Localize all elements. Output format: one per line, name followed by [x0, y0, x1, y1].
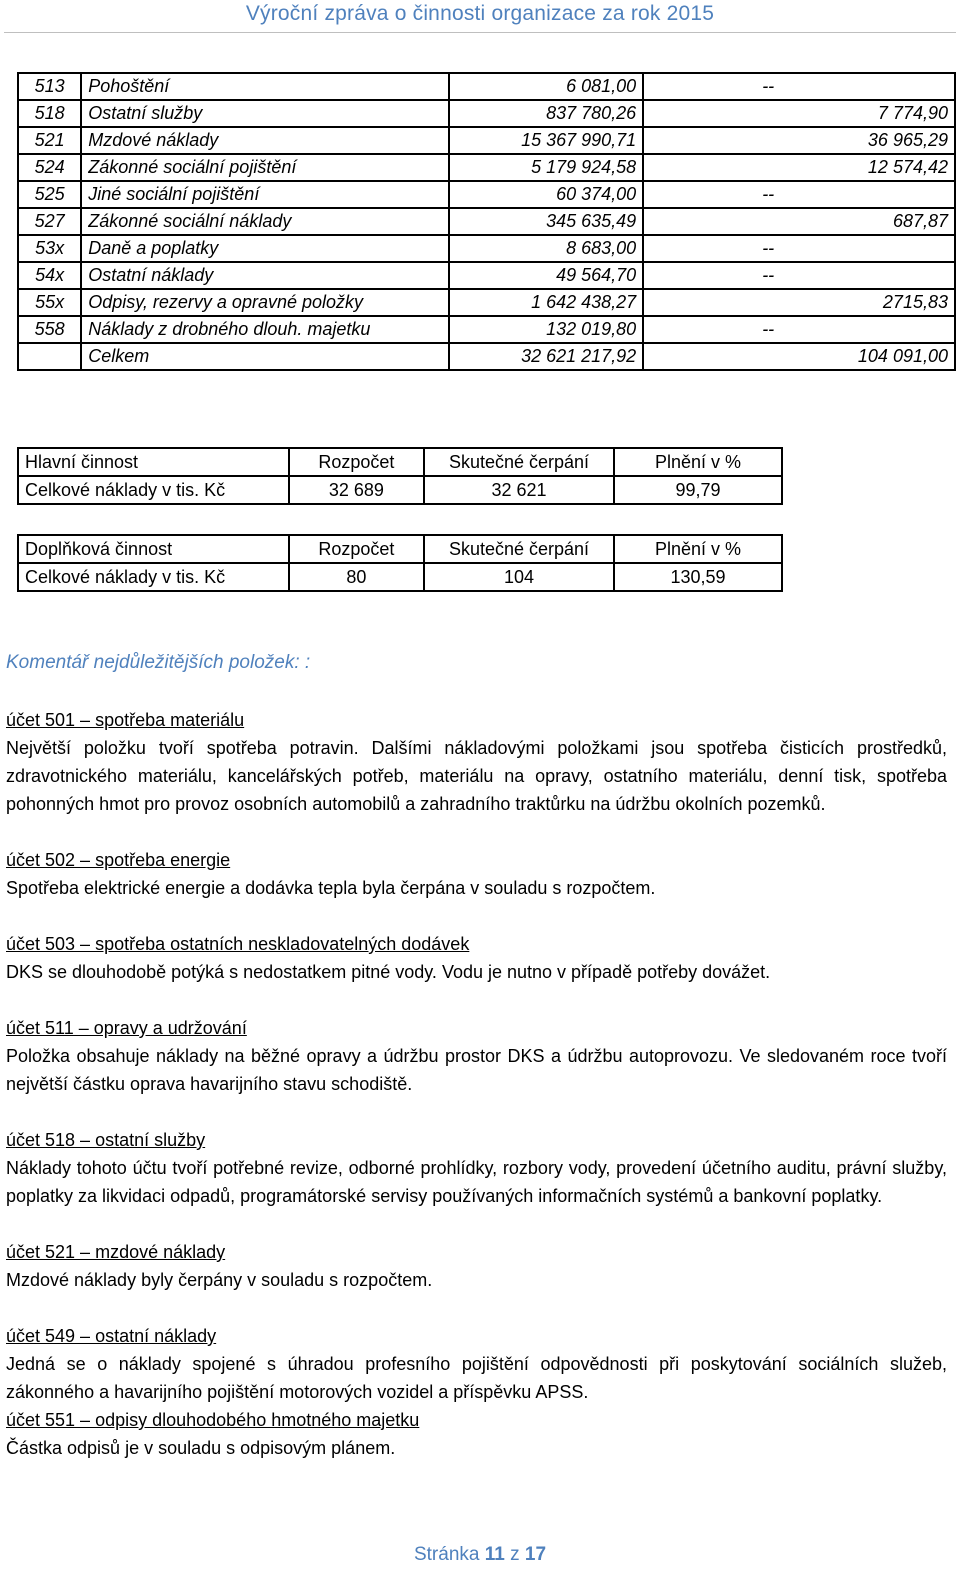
supplementary-activity-header-name: Doplňková činnost	[18, 535, 289, 563]
cost-supplementary-value-cell: 687,87	[643, 208, 955, 235]
cost-main-value-cell: 837 780,26	[449, 100, 643, 127]
supplementary-activity-table	[17, 534, 783, 592]
account-comment	[6, 1322, 947, 1406]
cost-supplementary-value-cell: 104 091,00	[643, 343, 955, 370]
main-activity-table	[17, 447, 783, 505]
cost-supplementary-value-cell: 36 965,29	[643, 127, 955, 154]
account-comment-heading: účet 549 – ostatní náklady	[6, 1326, 217, 1346]
supplementary-activity-actual-value: 104	[424, 563, 614, 591]
cost-main-value-cell: 1 642 438,27	[449, 289, 643, 316]
account-comment-heading: účet 551 – odpisy dlouhodobého hmotného majetku	[6, 1410, 420, 1430]
account-comment-heading: účet 503 – spotřeba ostatních neskladovatelných dodávek	[6, 934, 470, 954]
main-activity-budget-value: 32 689	[289, 476, 424, 504]
cost-supplementary-value-cell: --	[643, 235, 955, 262]
account-comment-heading: účet 511 – opravy a udržování	[6, 1018, 247, 1038]
footer-separator: z	[510, 1544, 520, 1565]
main-activity-actual-value: 32 621	[424, 476, 614, 504]
cost-table-row	[18, 235, 955, 262]
cost-name-cell: Náklady z drobného dlouh. majetku	[81, 316, 449, 343]
account-comment-body: Jedná se o náklady spojené s úhradou profesního pojištění odpovědnosti při poskytování sociálních služeb, zákonného a havarijního pojištění motorových vozidel a příspěvku APSS.	[6, 1354, 947, 1402]
header-divider	[4, 32, 956, 33]
supplementary-activity-budget-value: 80	[289, 563, 424, 591]
account-comment-heading: účet 518 – ostatní služby	[6, 1130, 206, 1150]
cost-code-cell: 518	[18, 100, 81, 127]
cost-main-value-cell: 32 621 217,92	[449, 343, 643, 370]
cost-code-cell: 55x	[18, 289, 81, 316]
cost-table-row	[18, 73, 955, 100]
main-activity-row-label: Celkové náklady v tis. Kč	[18, 476, 289, 504]
cost-table-row	[18, 289, 955, 316]
supplementary-activity-header-percent: Plnění v %	[614, 535, 782, 563]
cost-table-body	[18, 73, 955, 370]
comment-title: Komentář nejdůležitějších položek: :	[6, 652, 311, 673]
cost-name-cell: Odpisy, rezervy a opravné položky	[81, 289, 449, 316]
cost-supplementary-value-cell: 2715,83	[643, 289, 955, 316]
cost-name-cell: Daně a poplatky	[81, 235, 449, 262]
account-comment-heading: účet 502 – spotřeba energie	[6, 850, 231, 870]
page-header-title: Výroční zpráva o činnosti organizace za rok 2015	[245, 2, 715, 25]
main-activity-header-row	[18, 448, 782, 476]
cost-supplementary-value-cell: --	[643, 73, 955, 100]
account-comment-body: Spotřeba elektrické energie a dodávka tepla byla čerpána v souladu s rozpočtem.	[6, 878, 656, 898]
account-comment-heading: účet 501 – spotřeba materiálu	[6, 710, 245, 730]
footer-page-number: 11	[484, 1544, 505, 1565]
supplementary-activity-percent-value: 130,59	[614, 563, 782, 591]
main-activity-header-actual: Skutečné čerpání	[424, 448, 614, 476]
footer-total-pages: 17	[524, 1544, 547, 1565]
cost-main-value-cell: 60 374,00	[449, 181, 643, 208]
footer-prefix: Stránka	[413, 1544, 480, 1565]
cost-supplementary-value-cell: --	[643, 262, 955, 289]
main-activity-percent-value: 99,79	[614, 476, 782, 504]
account-comment-body: Mzdové náklady byly čerpány v souladu s rozpočtem.	[6, 1270, 433, 1290]
supplementary-activity-header-actual: Skutečné čerpání	[424, 535, 614, 563]
cost-name-cell: Zákonné sociální pojištění	[81, 154, 449, 181]
cost-main-value-cell: 15 367 990,71	[449, 127, 643, 154]
cost-code-cell	[18, 343, 81, 370]
supplementary-activity-header-row	[18, 535, 782, 563]
cost-breakdown-table	[17, 72, 956, 371]
main-activity-header-name: Hlavní činnost	[18, 448, 289, 476]
supplementary-activity-row-label: Celkové náklady v tis. Kč	[18, 563, 289, 591]
cost-table-row	[18, 316, 955, 343]
account-comment-heading: účet 521 – mzdové náklady	[6, 1242, 226, 1262]
cost-name-cell: Ostatní náklady	[81, 262, 449, 289]
cost-table-row	[18, 181, 955, 208]
cost-supplementary-value-cell: --	[643, 316, 955, 343]
cost-name-cell: Celkem	[81, 343, 449, 370]
cost-table-row	[18, 154, 955, 181]
cost-supplementary-value-cell: 7 774,90	[643, 100, 955, 127]
account-comment-body: DKS se dlouhodobě potýká s nedostatkem pitné vody. Vodu je nutno v případě potřeby dovážet.	[6, 962, 771, 982]
account-comments	[6, 706, 947, 1462]
cost-main-value-cell: 5 179 924,58	[449, 154, 643, 181]
cost-name-cell: Zákonné sociální náklady	[81, 208, 449, 235]
main-activity-value-row	[18, 476, 782, 504]
cost-code-cell: 521	[18, 127, 81, 154]
cost-name-cell: Jiné sociální pojištění	[81, 181, 449, 208]
account-comment	[6, 930, 947, 986]
cost-main-value-cell: 8 683,00	[449, 235, 643, 262]
cost-code-cell: 54x	[18, 262, 81, 289]
account-comment	[6, 1126, 947, 1210]
cost-table-row	[18, 262, 955, 289]
cost-code-cell: 513	[18, 73, 81, 100]
cost-table-row	[18, 100, 955, 127]
account-comment	[6, 1406, 947, 1462]
account-comment	[6, 1014, 947, 1098]
cost-table-row	[18, 208, 955, 235]
cost-code-cell: 558	[18, 316, 81, 343]
account-comment	[6, 1238, 947, 1294]
account-comment-body: Částka odpisů je v souladu s odpisovým plánem.	[6, 1438, 396, 1458]
cost-code-cell: 527	[18, 208, 81, 235]
cost-main-value-cell: 345 635,49	[449, 208, 643, 235]
supplementary-activity-value-row	[18, 563, 782, 591]
main-activity-header-budget: Rozpočet	[289, 448, 424, 476]
main-activity-header-percent: Plnění v %	[614, 448, 782, 476]
cost-code-cell: 53x	[18, 235, 81, 262]
account-comment-body: Největší položku tvoří spotřeba potravin. Dalšími nákladovými položkami jsou spotřeba čisticích prostředků, zdravotnického materiálu, kancelářských potřeb, materiálu na opravy, ostatního materiálu, denní tisk, spotřeba pohonných hmot pro provoz osobních automobilů a zahradního traktůrku na údržbu okolních pozemků.	[6, 738, 947, 814]
cost-supplementary-value-cell: --	[643, 181, 955, 208]
account-comment	[6, 846, 947, 902]
account-comment-body: Položka obsahuje náklady na běžné opravy a údržbu prostor DKS a údržbu autoprovozu. Ve sledovaném roce tvoří největší částku oprava havarijního stavu schodiště.	[6, 1046, 947, 1094]
supplementary-activity-header-budget: Rozpočet	[289, 535, 424, 563]
cost-main-value-cell: 6 081,00	[449, 73, 643, 100]
page-footer	[0, 1544, 960, 1566]
cost-table-row	[18, 127, 955, 154]
cost-name-cell: Mzdové náklady	[81, 127, 449, 154]
cost-name-cell: Pohoštění	[81, 73, 449, 100]
cost-table-row	[18, 343, 955, 370]
cost-supplementary-value-cell: 12 574,42	[643, 154, 955, 181]
account-comment	[6, 706, 947, 818]
cost-code-cell: 524	[18, 154, 81, 181]
account-comment-body: Náklady tohoto účtu tvoří potřebné revize, odborné prohlídky, rozbory vody, provedení účetního auditu, právní služby, poplatky za likvidaci odpadů, programátorské servisy používaných informačních systémů a bankovní poplatky.	[6, 1158, 947, 1206]
cost-main-value-cell: 49 564,70	[449, 262, 643, 289]
cost-name-cell: Ostatní služby	[81, 100, 449, 127]
cost-main-value-cell: 132 019,80	[449, 316, 643, 343]
cost-code-cell: 525	[18, 181, 81, 208]
